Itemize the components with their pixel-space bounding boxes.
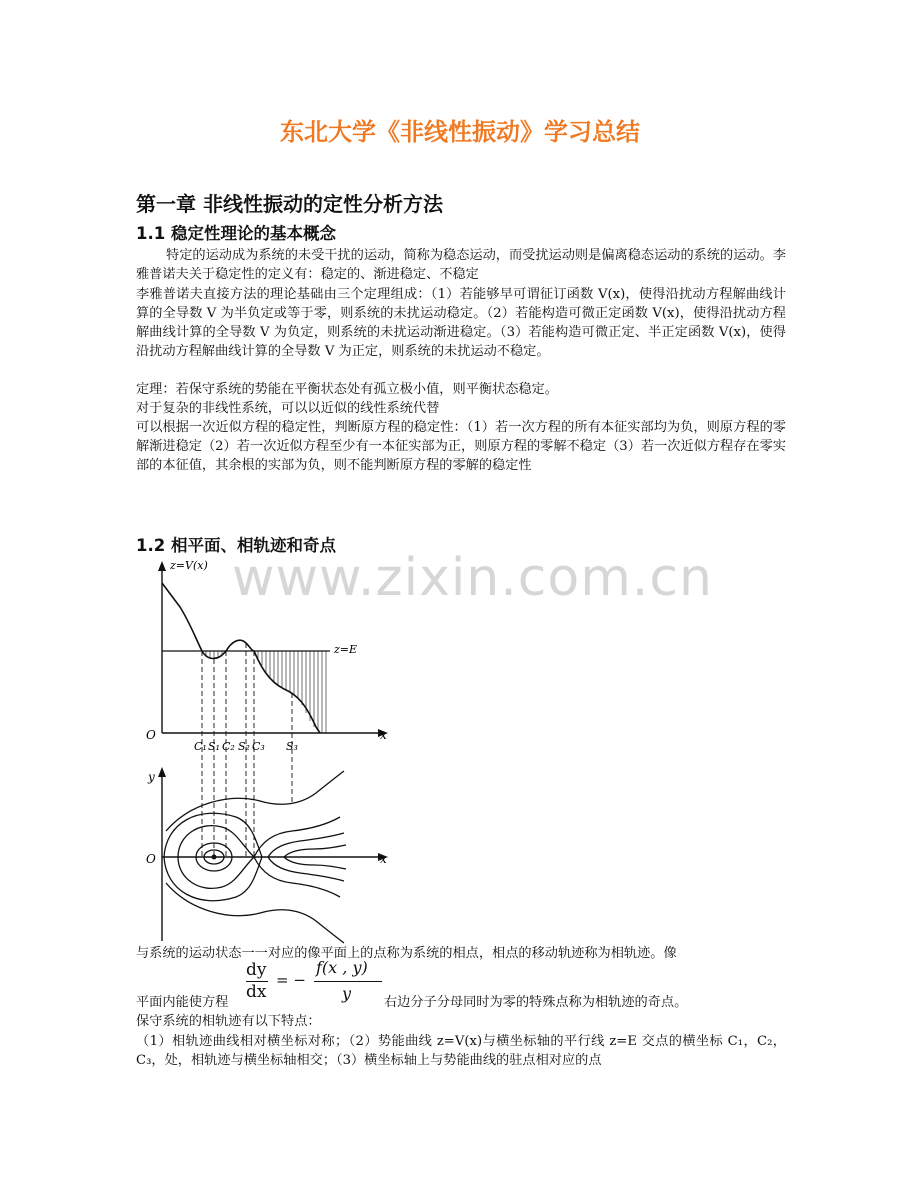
tick-c3: C₃	[252, 740, 265, 753]
formula-dy: dy	[246, 960, 267, 980]
paragraph-feature-list: （1）相轨迹曲线相对横坐标对称；（2）势能曲线 z=V(x)与横坐标轴的平行线 z=E 交点的横坐标 C₁，C₂，C₃，处，相轨迹与横坐标轴相交；（3）横坐标轴上与势能曲线的驻点相对应的点	[136, 1034, 786, 1068]
formula-denominator: y	[342, 984, 352, 1003]
chapter-heading: 第一章 非线性振动的定性分析方法	[136, 192, 443, 216]
formula-dx: dx	[246, 982, 267, 1002]
paragraph-linear-approx: 对于复杂的非线性系统，可以以近似的线性系统代替	[136, 401, 440, 416]
bottom-origin: O	[146, 852, 156, 866]
potential-curve	[162, 583, 320, 733]
formula-equals: = −	[276, 971, 306, 989]
top-origin: O	[146, 728, 156, 742]
hatched-region	[202, 651, 326, 733]
document-title: 东北大学《非线性振动》学习总结	[280, 118, 640, 146]
watermark: www.zixin.com.cn	[232, 548, 713, 608]
paragraph-theorem: 定理：若保守系统的势能在平衡状态处有孤立极小值，则平衡状态稳定。	[136, 382, 558, 397]
paragraph-first-approx-stability: 可以根据一次近似方程的稳定性，判断原方程的稳定性：（1）若一次方程的所有本征实部均为负，则原方程的零解渐进稳定（2）若一次近似方程至少有一本征实部为正，则原方程的零解不稳定（3）若一次近似方程存在零实部的本征值，其余根的实部为负，则不能判断原方程的零解的稳定性	[136, 420, 786, 473]
energy-line-label: z=E	[334, 643, 358, 656]
tick-c2: C₂	[222, 740, 235, 753]
bottom-xlabel: x	[380, 852, 387, 866]
formula-lead-text: 平面内能使方程	[136, 995, 229, 1010]
bottom-ylabel: y	[148, 770, 155, 784]
paragraph-lyapunov-theorems: 李雅普诺夫直接方法的理论基础由三个定理组成：（1）若能够早可谓征订函数 V(x)，使得沿扰动方程解曲线计算的全导数 V 为半负定或等于零，则系统的未扰运动稳定。（2）若能构造可微正定函数 V(x)，使得沿扰动方程解曲线计算的全导数 V 为负定，则系统的未扰运动渐进稳定。（3）若能构造可微正定、半正定函数 V(x)，使得沿扰动方程解曲线计算的全导数 V 为正定，则系统的未扰运动不稳定。	[136, 287, 786, 359]
formula-numerator: f(x , y)	[316, 958, 368, 977]
section-heading-2: 1.2 相平面、相轨迹和奇点	[136, 536, 336, 555]
paragraph-conservative-features: 保守系统的相轨迹有以下特点：	[136, 1014, 321, 1029]
paragraph-stability-definition: 特定的运动成为系统的未受干扰的运动，简称为稳态运动，而受扰运动则是偏离稳态运动的系统的运动。李雅普诺夫关于稳定性的定义有：稳定的、渐进稳定、不稳定	[136, 248, 786, 282]
tick-s1: S₁	[208, 740, 220, 753]
tick-s3: S₃	[286, 740, 298, 753]
phase-plane-figure	[140, 555, 400, 945]
phase-equation	[246, 960, 386, 1006]
paragraph-phase-point: 与系统的运动状态一一对应的像平面上的点称为系统的相点，相点的移动轨迹称为相轨迹。像	[136, 946, 677, 961]
tick-s2: S₂	[238, 740, 250, 753]
top-ylabel: z=V(x)	[170, 559, 208, 572]
formula-trailing-text: 右边分子分母同时为零的特殊点称为相轨迹的奇点。	[384, 995, 688, 1010]
top-xlabel: x	[380, 728, 387, 742]
tick-c1: C₁	[194, 740, 207, 753]
section-heading-1: 1.1 稳定性理论的基本概念	[136, 224, 336, 243]
